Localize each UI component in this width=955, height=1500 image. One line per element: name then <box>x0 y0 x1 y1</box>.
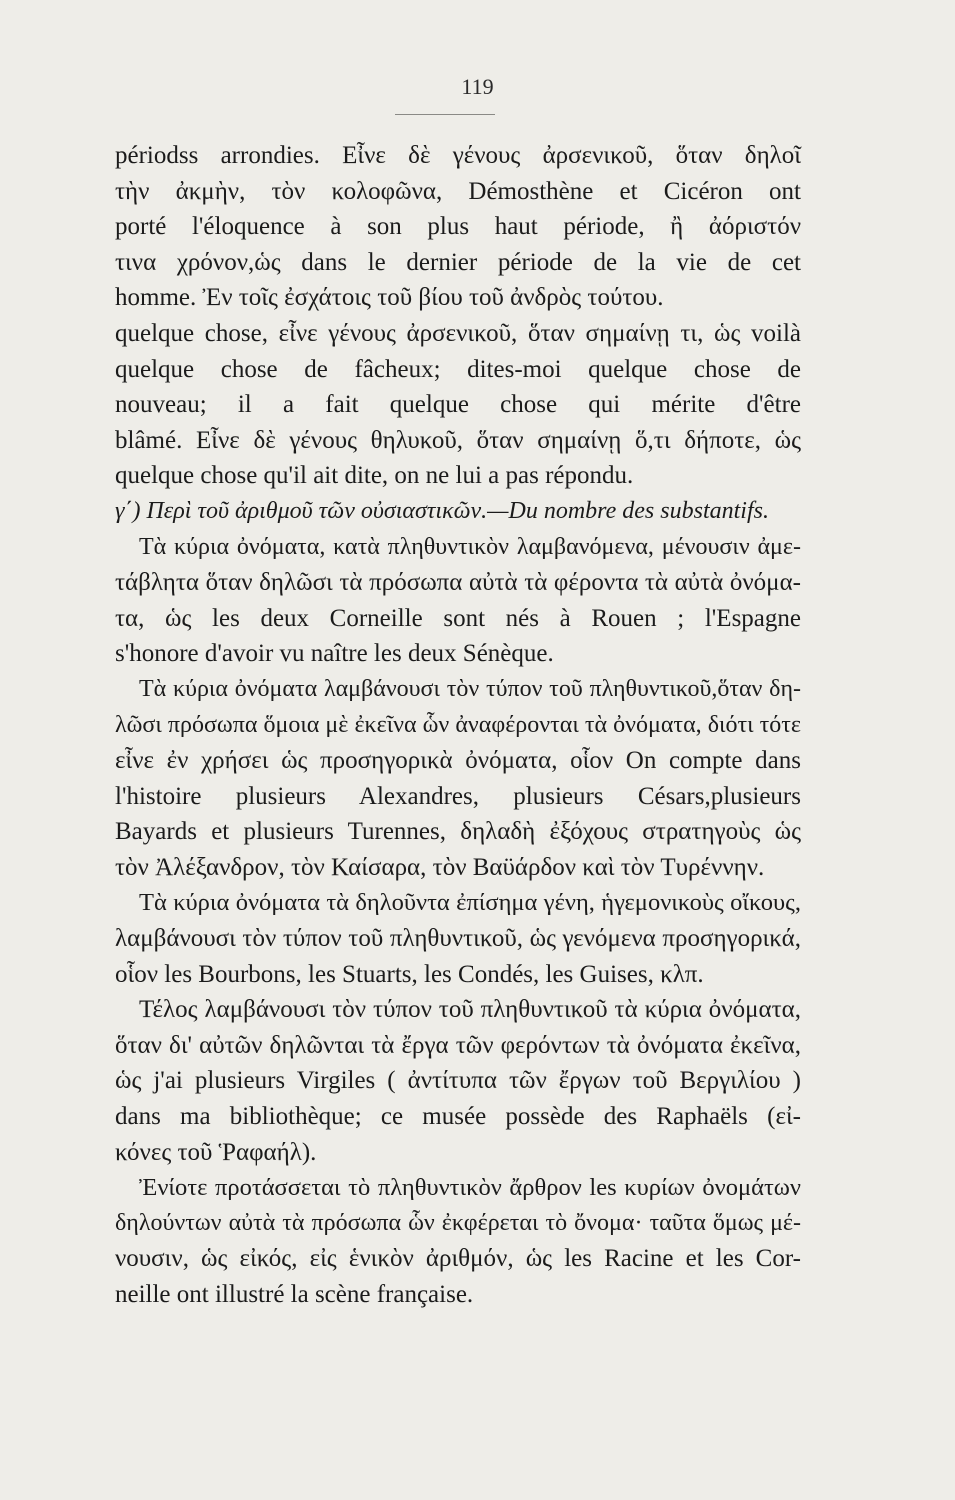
page-number: 119 <box>461 74 494 99</box>
text-line: κόνες τοῦ Ῥαφαήλ). <box>115 1138 317 1166</box>
paragraph-quelque-chose-cont <box>115 352 801 494</box>
text-line: τάβλητα ὅταν δηλῶσι τὰ πρόσωπα αὐτὰ τὰ φέροντα τὰ αὐτὰ ὀνόμα- <box>115 569 801 597</box>
text-line: τινα χρόνον,ὡς dans le dernier période de la vie de cet <box>115 248 801 276</box>
text-line: Τὰ κύρια ὀνόματα λαμβάνουσι τὸν τύπον τοῦ πληθυντικοῦ,ὅταν δη- <box>139 675 801 702</box>
text-line: Bayards et plusieurs Turennes, δηλαδὴ ἐξόχους στρατηγοὺς ὡς <box>115 818 801 846</box>
paragraph-nombre-3 <box>115 885 801 992</box>
text-line: périodss arrondies. Εἶνε δὲ γένους ἀρσενικοῦ, ὅταν δηλοῖ <box>115 142 801 169</box>
paragraph-periode <box>115 138 801 316</box>
text-line: λαμβάνουσι τὸν τύπον τοῦ πληθυντικοῦ, ὡς γενόμενα προσηγορικά, <box>115 925 801 953</box>
text-line: ὅταν δι' αὐτῶν δηλῶνται τὰ ἔργα τῶν φερόντων τὰ ὀνόματα ἐκεῖνα, <box>115 1031 801 1059</box>
text-line: Τὰ κύρια ὀνόματα τὰ δηλοῦντα ἐπίσημα γένη, ἡγεμονικοὺς οἴκους, <box>139 889 801 917</box>
text-line: Τὰ κύρια ὀνόματα, κατὰ πληθυντικὸν λαμβανόμενα, μένουσιν ἀμε- <box>139 533 801 560</box>
text-line: Τέλος λαμβάνουσι τὸν τύπον τοῦ πληθυντικοῦ τὰ κύρια ὀνόματα, <box>139 996 801 1024</box>
text-line: quelque chose de fâcheux; dites-moi quelque chose de <box>115 355 801 383</box>
page-body <box>115 138 801 1313</box>
text-line: τὴν ἀκμὴν, τὸν κολοφῶνα, Démosthène et Cicéron ont <box>115 177 801 205</box>
heading-line: γ΄) Περὶ τοῦ ἀριθμοῦ τῶν οὐσιαστικῶν.—Du nombre des substantifs. <box>115 497 769 524</box>
text-line: homme. Ἐν τοῖς ἐσχάτοις τοῦ βίου τοῦ ἀνδρὸς τούτου. <box>115 284 664 312</box>
paragraph-quelque-chose <box>115 316 801 352</box>
paragraph-nombre-4 <box>115 992 801 1170</box>
text-line: blâmé. Εἶνε δὲ γένους θηλυκοῦ, ὅταν σημαίνῃ ὅ,τι δήποτε, ὡς <box>115 426 801 454</box>
text-line: νουσιν, ὡς εἰκός, εἰς ἑνικὸν ἀριθμόν, ὡς les Racine et les Cor- <box>115 1245 801 1273</box>
text-line: neille ont illustré la scène française. <box>115 1281 474 1308</box>
text-line: quelque chose qu'il ait dite, on ne lui a pas répondu. <box>115 462 634 490</box>
paragraph-nombre-5 <box>115 1170 801 1312</box>
text-line: porté l'éloquence à son plus haut période, ἢ ἀόριστόν <box>115 213 801 241</box>
text-line: l'histoire plusieurs Alexandres, plusieurs Césars,plusieurs <box>115 782 801 810</box>
text-line: οἷον les Bourbons, les Stuarts, les Condés, les Guises, κλπ. <box>115 960 704 988</box>
text-line: τα, ὡς les deux Corneille sont nés à Rouen ; l'Espagne <box>115 604 801 632</box>
text-line: dans ma bibliothèque; ce musée possède des Raphaëls (εἰ- <box>115 1103 801 1131</box>
text-line: λῶσι πρόσωπα ὅμοια μὲ ἐκεῖνα ὧν ἀναφέρονται τὰ ὀνόματα, διότι τότε <box>115 711 801 738</box>
text-line: s'honore d'avoir vu naître les deux Sénèque. <box>115 640 554 668</box>
paragraph-nombre-2 <box>115 672 801 886</box>
text-line: τὸν Ἀλέξανδρον, τὸν Καίσαρα, τὸν Βαϋάρδον καὶ τὸν Τυρέννην. <box>115 853 765 881</box>
paragraph-nombre-1 <box>115 530 801 672</box>
section-heading <box>115 494 801 530</box>
text-line: quelque chose, εἶνε γένους ἀρσενικοῦ, ὅταν σημαίνῃ τι, ὡς voilà <box>115 319 801 347</box>
text-line: nouveau; il a fait quelque chose qui mérite d'être <box>115 391 801 419</box>
text-line: Ἐνίοτε προτάσσεται τὸ πληθυντικὸν ἄρθρον les κυρίων ὀνομάτων <box>139 1174 801 1202</box>
header-rule <box>395 114 495 115</box>
text-line: εἶνε ἐν χρήσει ὡς προσηγορικὰ ὀνόματα, οἷον On compte dans <box>115 747 801 775</box>
text-line: ὡς j'ai plusieurs Virgiles ( ἀντίτυπα τῶν ἔργων τοῦ Βεργιλίου ) <box>115 1067 801 1095</box>
text-line: δηλούντων αὐτὰ τὰ πρόσωπα ὧν ἐκφέρεται τὸ ὄνομα· ταῦτα ὅμως μέ- <box>115 1209 801 1236</box>
